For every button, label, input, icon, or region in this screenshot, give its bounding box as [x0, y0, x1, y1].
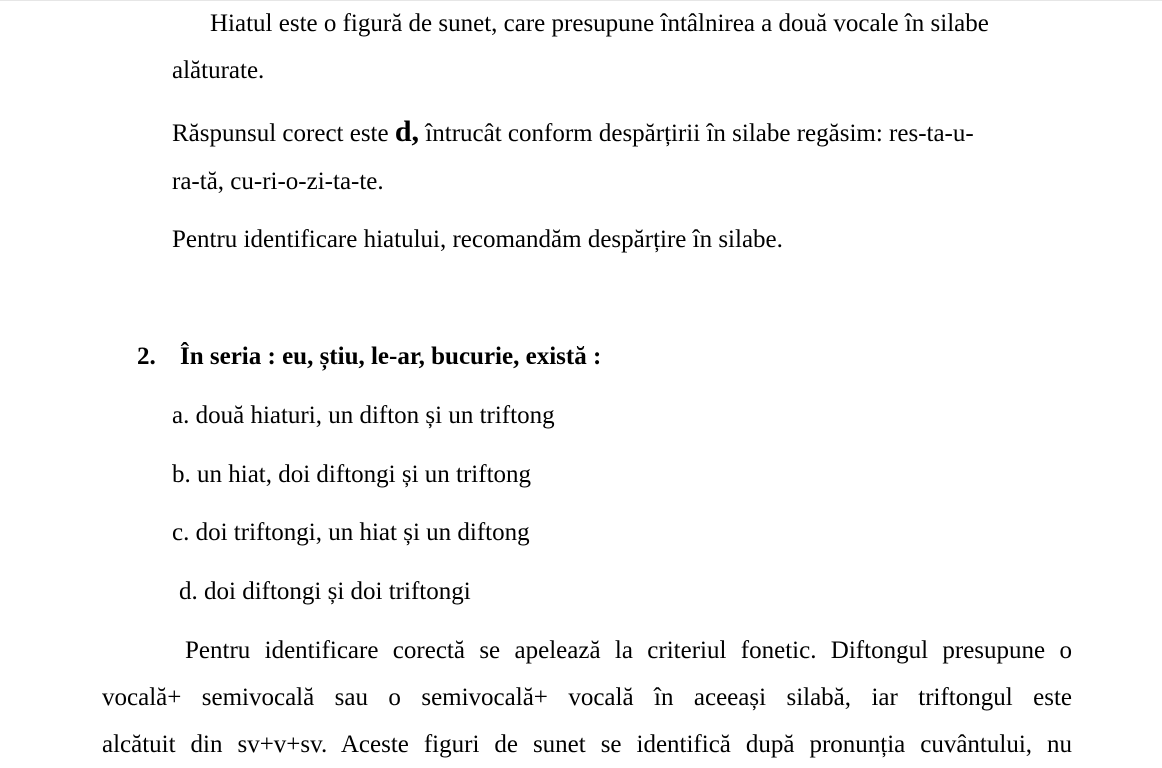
option-c: c. doi triftongi, un hiat și un diftong	[172, 519, 530, 546]
explanation-line-1: Pentru identificare corectă se apelează la criteriul fonetic. Diftongul presupune o	[185, 637, 1072, 664]
option-b: b. un hiat, doi diftongi și un triftong	[172, 461, 532, 488]
answer-letter: d,	[394, 115, 420, 148]
answer-prefix: Răspunsul corect este	[172, 120, 395, 147]
answer-line-2: ra-tă, cu-ri-o-zi-ta-te.	[172, 168, 384, 195]
page-top-edge	[0, 0, 1162, 1]
hiat-definition-line-2: alăturate.	[172, 57, 265, 84]
question-text: În seria : eu, știu, le-ar, bucurie, există :	[180, 343, 602, 370]
option-a: a. două hiaturi, un difton și un triftong	[172, 402, 555, 429]
explanation-line-2: vocală+ semivocală sau o semivocală+ vocală în aceeași silabă, iar triftongul este	[102, 684, 1072, 711]
question-number: 2.	[137, 343, 156, 370]
recommendation-text: Pentru identificare hiatului, recomandăm despărțire în silabe.	[172, 226, 783, 253]
option-d: d. doi diftongi și doi triftongi	[179, 578, 471, 605]
hiat-definition-line-1: Hiatul este o figură de sunet, care presupune întâlnirea a două vocale în silabe	[210, 10, 989, 37]
answer-line-1	[172, 117, 974, 149]
explanation-line-3: alcătuit din sv+v+sv. Aceste figuri de sunet se identifică după pronunția cuvântului, nu	[102, 731, 1072, 758]
answer-suffix: întrucât conform despărțirii în silabe regăsim: res-ta-u-	[419, 120, 974, 147]
